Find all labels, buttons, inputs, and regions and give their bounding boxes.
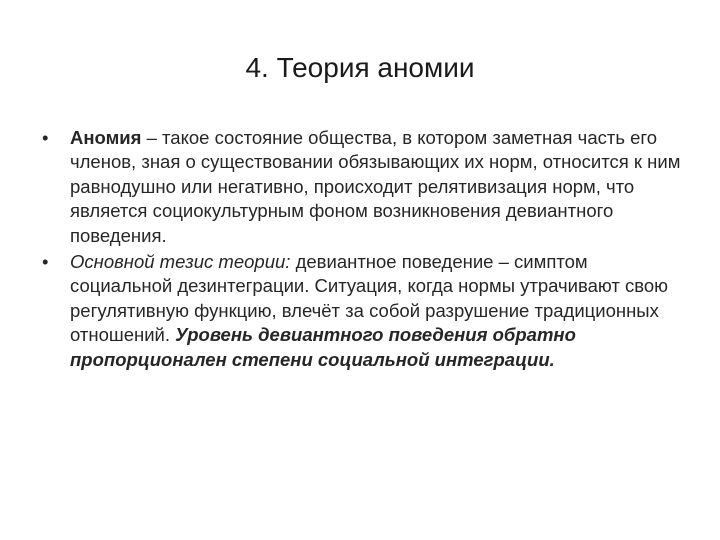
bullet-item-thesis (36, 250, 686, 372)
definition-text: – такое состояние общества, в котором заметная часть его членов, зная о существовании обязывающих их норм, относится к ним равнодушно или негативно, происходит релятивизация норм, что является социокультурным фоном возникновения девиантного поведения. (70, 127, 681, 246)
thesis-emphasis: Уровень девиантного поведения обратно пропорционален степени социальной интеграции. (70, 324, 576, 370)
thesis-text: девиантное поведение – симптом социальной дезинтеграции. Ситуация, когда нормы утрачивают свою регулятивную функцию, влечёт за собой разрушение традиционных отношений. (70, 251, 669, 346)
bullet-icon: • (42, 127, 49, 148)
thesis-lead: Основной тезис теории: (70, 251, 291, 273)
slide-body (36, 126, 686, 374)
bullet-icon: • (42, 251, 49, 273)
term-anomie: Аномия (70, 127, 142, 148)
slide-title: 4. Теория аномии (245, 52, 475, 83)
bullet-item-anomie (36, 126, 686, 248)
